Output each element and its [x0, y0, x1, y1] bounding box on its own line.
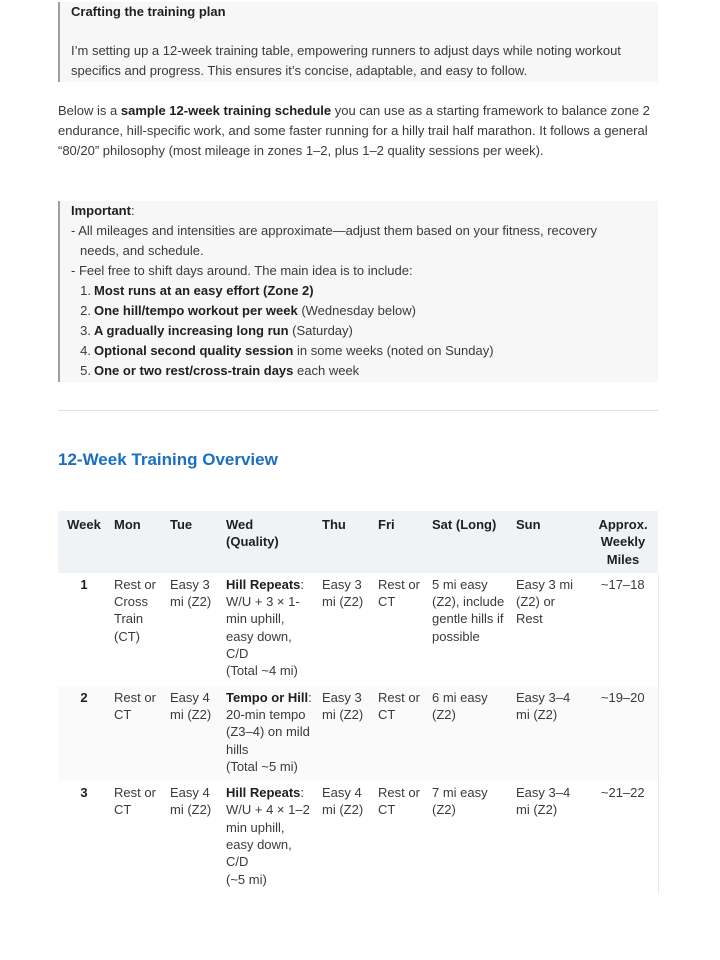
list-item: 5. One or two rest/cross-train days each week — [80, 363, 360, 378]
cell-thu: Easy 3 mi (Z2) — [322, 689, 364, 722]
cell-wed: Tempo or Hill: 20-min tempo (Z3–4) on mild hills (Total ~5 mi) — [226, 689, 312, 774]
cell-sat: 6 mi easy (Z2) — [432, 689, 488, 722]
table-header-row — [58, 511, 658, 573]
cell-wed: Hill Repeats: W/U + 4 × 1–2 min uphill, easy down, C/D (~5 mi) — [226, 785, 310, 887]
cell-fri: Rest or CT — [378, 576, 420, 610]
header-tue: Tue — [170, 517, 193, 532]
cell-mon: Rest or CT — [114, 689, 156, 722]
header-sun: Sun — [516, 517, 541, 532]
section-divider — [58, 410, 658, 411]
callout-heading: Crafting the training plan — [71, 4, 226, 19]
cell-week: 3 — [80, 785, 88, 801]
header-week: Week — [67, 517, 101, 532]
table-row — [58, 686, 658, 781]
list-item: 1. Most runs at an easy effort (Zone 2) — [80, 283, 314, 298]
cell-tue: Easy 3 mi (Z2) — [170, 576, 212, 610]
cell-miles: ~19–20 — [600, 689, 645, 705]
cell-fri: Rest or CT — [378, 785, 420, 818]
important-callout — [58, 201, 658, 382]
cell-tue: Easy 4 mi (Z2) — [170, 689, 212, 722]
cell-miles: ~21–22 — [600, 785, 645, 801]
header-thu: Thu — [322, 517, 346, 532]
table-row — [58, 781, 658, 894]
cell-thu: Easy 4 mi (Z2) — [322, 785, 364, 818]
cell-sat: 7 mi easy (Z2) — [432, 785, 488, 818]
list-item: 4. Optional second quality session in some weeks (noted on Sunday) — [80, 343, 494, 358]
cell-tue: Easy 4 mi (Z2) — [170, 785, 212, 818]
important-bullet-1-cont: needs, and schedule. — [80, 243, 204, 258]
cell-sat: 5 mi easy (Z2), include gentle hills if possible — [432, 576, 505, 644]
cell-mon: Rest or Cross Train (CT) — [114, 576, 156, 644]
important-bullet-1: - All mileages and intensities are approximate—adjust them based on your fitness, recovery — [71, 223, 598, 238]
thinking-callout — [58, 2, 658, 82]
cell-wed: Hill Repeats: W/U + 3 × 1-min uphill, easy down, C/D (Total ~4 mi) — [226, 576, 305, 679]
cell-miles: ~17–18 — [600, 576, 645, 592]
header-wed: Wed (Quality) — [226, 517, 279, 550]
cell-week: 1 — [80, 576, 88, 592]
cell-sun: Easy 3 mi (Z2) or Rest — [516, 576, 574, 627]
cell-sun: Easy 3–4 mi (Z2) — [516, 689, 571, 722]
cell-mon: Rest or CT — [114, 785, 156, 818]
header-mon: Mon — [114, 517, 141, 532]
header-weekly-miles: Approx. Weekly Miles — [598, 517, 648, 567]
important-heading: Important: — [71, 203, 135, 218]
cell-sun: Easy 3–4 mi (Z2) — [516, 785, 571, 818]
training-table — [58, 511, 659, 894]
section-title: 12-Week Training Overview — [58, 450, 278, 469]
intro-paragraph: Below is a sample 12-week training schedule you can use as a starting framework to balance zone 2 endurance, hill-specific work, and some faster running for a hilly trail half marathon. It follows a general “80/20” philosophy (most mileage in zones 1–2, plus 1–2 quality sessions per week). — [58, 103, 650, 158]
list-item: 2. One hill/tempo workout per week (Wednesday below) — [80, 303, 416, 318]
header-fri: Fri — [378, 517, 395, 532]
cell-thu: Easy 3 mi (Z2) — [322, 576, 364, 610]
important-bullet-2: - Feel free to shift days around. The main idea is to include: — [71, 263, 413, 278]
header-sat: Sat (Long) — [432, 517, 497, 532]
list-item: 3. A gradually increasing long run (Saturday) — [80, 323, 353, 338]
table-row — [58, 573, 658, 686]
callout-text: I’m setting up a 12-week training table, empowering runners to adjust days while noting workout specifics and progress. This ensures it’s concise, adaptable, and easy to follow. — [71, 43, 621, 78]
cell-week: 2 — [80, 689, 88, 705]
cell-fri: Rest or CT — [378, 689, 420, 722]
